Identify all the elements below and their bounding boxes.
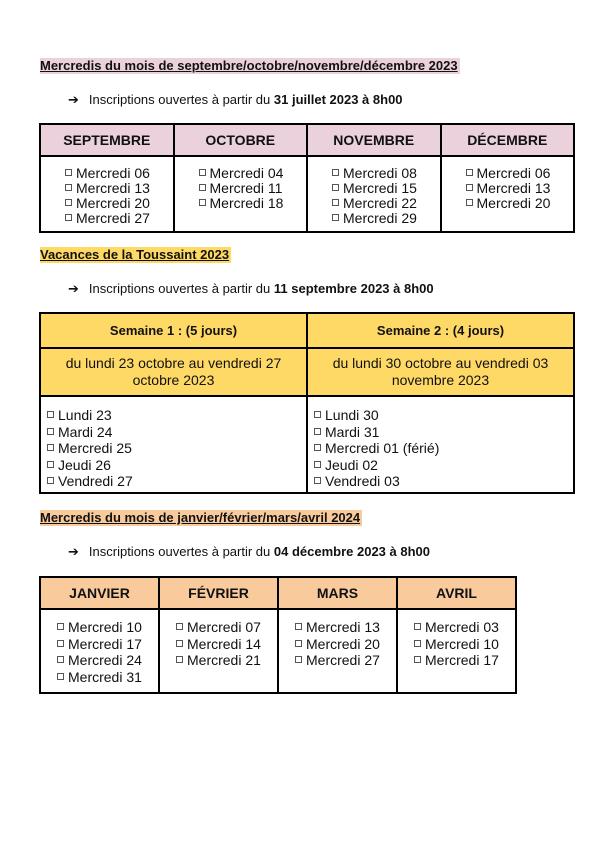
checkbox-icon [47,477,54,484]
day-item [414,619,515,636]
day-item [466,196,574,211]
day-label: Mercredi 27 [76,210,150,226]
week-period: du lundi 30 octobre au vendredi 03 novembre 2023 [307,348,574,396]
day-label: Mardi 24 [58,423,113,440]
day-label: Mercredi 07 [187,619,261,635]
day-label: Mercredi 20 [76,195,150,211]
checkbox-icon [295,640,302,647]
day-item [332,196,440,211]
day-list [307,396,574,493]
day-item [332,166,440,181]
month-header: DÉCEMBRE [441,124,575,156]
checkbox-icon [414,656,421,663]
day-label: Mercredi 10 [68,619,142,635]
checkbox-icon [414,640,421,647]
month-header: SEPTEMBRE [40,124,174,156]
day-label: Mercredi 20 [306,635,380,652]
day-label: Mercredi 13 [476,180,551,196]
toussaint-table [39,312,575,494]
day-label: Mercredi 22 [343,195,417,211]
week-header: Semaine 2 : (4 jours) [307,313,574,348]
checkbox-icon [314,411,321,418]
section-title-toussaint: Vacances de la Toussaint 2023 [40,247,230,262]
day-item [176,619,277,636]
checkbox-icon [176,640,183,647]
day-label: Mercredi 20 [476,195,551,211]
section-title-autumn-wednesdays: Mercredis du mois de septembre/octobre/novembre/décembre 2023 [40,58,458,73]
checkbox-icon [295,623,302,630]
day-item [65,166,173,181]
day-item [466,166,574,181]
day-item [314,424,573,441]
checkbox-icon [65,214,72,221]
month-header: NOVEMBRE [307,124,441,156]
inscription-line [68,92,403,109]
month-header: AVRIL [397,577,516,609]
day-label: Vendredi 27 [58,473,133,489]
day-label: Mardi 31 [325,423,380,440]
day-item [47,457,306,474]
day-item [57,619,158,636]
day-label: Mercredi 06 [476,165,551,181]
day-label: Mercredi 04 [209,165,284,181]
checkbox-icon [332,184,339,191]
day-item [332,211,440,226]
checkbox-icon [199,169,206,176]
day-item [65,196,173,211]
day-item [65,211,173,226]
day-label: Lundi 23 [58,407,112,423]
checkbox-icon [199,199,206,206]
day-label: Mercredi 17 [68,635,142,652]
day-label: Mercredi 31 [68,668,142,685]
day-item [414,652,515,669]
week-period: du lundi 23 octobre au vendredi 27 octobre 2023 [40,348,307,396]
day-item [199,196,307,211]
day-label: Mercredi 27 [306,652,380,668]
day-item [47,440,306,457]
day-label: Mercredi 18 [209,195,284,211]
day-item [314,407,573,424]
day-list [174,156,308,232]
checkbox-icon [47,461,54,468]
day-label: Jeudi 02 [325,456,378,473]
arrow-right-icon: ➔ [68,545,79,560]
day-label: Mercredi 08 [343,165,417,181]
inscription-date: 11 septembre 2023 à 8h00 [273,281,434,296]
checkbox-icon [47,444,54,451]
month-header: OCTOBRE [174,124,308,156]
month-header: JANVIER [40,577,159,609]
checkbox-icon [65,199,72,206]
day-label: Mercredi 15 [343,180,417,196]
checkbox-icon [65,169,72,176]
day-list [40,156,174,232]
day-label: Mercredi 13 [76,180,150,196]
checkbox-icon [57,640,64,647]
day-label: Mercredi 29 [343,210,417,226]
day-list [40,609,159,693]
day-label: Mercredi 03 [425,619,499,635]
day-item [314,457,573,474]
checkbox-icon [314,428,321,435]
day-label: Mercredi 17 [425,652,499,668]
checkbox-icon [466,184,473,191]
checkbox-icon [466,199,473,206]
checkbox-icon [332,169,339,176]
checkbox-icon [332,214,339,221]
arrow-right-icon: ➔ [68,282,79,297]
winter-wednesdays-table [39,576,517,694]
day-list [40,396,307,493]
checkbox-icon [199,184,206,191]
inscription-prefix: Inscriptions ouvertes à partir du [88,92,274,107]
day-item [199,166,307,181]
day-list [397,609,516,693]
inscription-date: 04 décembre 2023 à 8h00 [273,544,430,559]
day-item [414,636,515,653]
day-item [314,473,573,490]
checkbox-icon [57,623,64,630]
day-item [295,636,396,653]
day-item [47,407,306,424]
checkbox-icon [65,184,72,191]
checkbox-icon [47,411,54,418]
day-item [176,652,277,669]
day-label: Mercredi 11 [209,180,283,196]
checkbox-icon [314,444,321,451]
day-item [295,652,396,669]
checkbox-icon [57,673,64,680]
inscription-prefix: Inscriptions ouvertes à partir du [88,281,274,296]
day-label: Mercredi 25 [58,440,132,456]
inscription-prefix: Inscriptions ouvertes à partir du [88,544,274,559]
section-title-winter-wednesdays: Mercredis du mois de janvier/février/mars/avril 2024 [40,510,361,525]
checkbox-icon [466,169,473,176]
day-label: Vendredi 03 [325,473,400,489]
day-label: Mercredi 01 (férié) [325,440,440,456]
day-label: Lundi 30 [325,407,379,423]
month-header: FÉVRIER [159,577,278,609]
checkbox-icon [57,656,64,663]
day-item [57,636,158,653]
day-list [159,609,278,693]
day-label: Mercredi 10 [425,635,499,652]
checkbox-icon [47,428,54,435]
day-item [47,424,306,441]
autumn-wednesdays-table [39,123,575,233]
arrow-right-icon: ➔ [68,93,79,108]
day-label: Jeudi 26 [58,456,111,473]
checkbox-icon [314,461,321,468]
week-header: Semaine 1 : (5 jours) [40,313,307,348]
day-label: Mercredi 13 [306,619,380,635]
day-item [199,181,307,196]
day-item [65,181,173,196]
day-item [176,636,277,653]
inscription-line [68,544,430,561]
day-label: Mercredi 21 [187,652,261,668]
inscription-date: 31 juillet 2023 à 8h00 [273,92,403,107]
checkbox-icon [332,199,339,206]
checkbox-icon [176,623,183,630]
day-item [47,473,306,490]
day-item [332,181,440,196]
day-list [441,156,575,232]
checkbox-icon [314,477,321,484]
checkbox-icon [414,623,421,630]
inscription-line [68,281,434,298]
day-label: Mercredi 14 [187,635,261,652]
day-item [314,440,573,457]
day-list [307,156,441,232]
day-label: Mercredi 06 [76,165,150,181]
checkbox-icon [176,656,183,663]
checkbox-icon [295,656,302,663]
day-item [466,181,574,196]
day-label: Mercredi 24 [68,652,142,668]
month-header: MARS [278,577,397,609]
day-item [57,652,158,669]
day-item [295,619,396,636]
day-list [278,609,397,693]
day-item [57,669,158,686]
